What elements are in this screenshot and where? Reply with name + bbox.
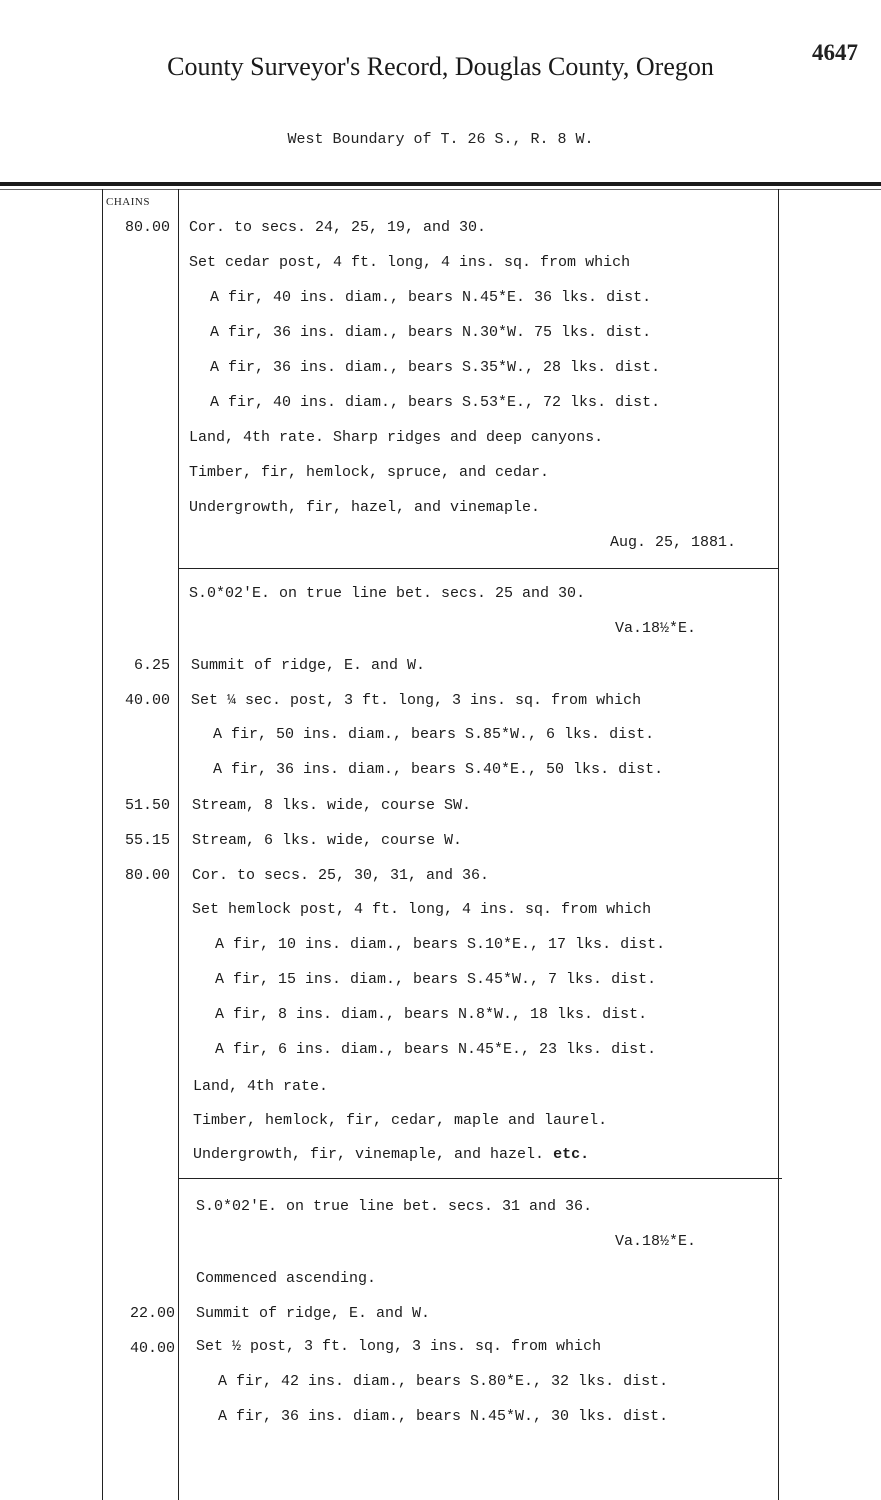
entry-text: A fir, 42 ins. diam., bears S.80*E., 32 lks. dist. [218, 1373, 669, 1390]
entry-text: A fir, 50 ins. diam., bears S.85*W., 6 lks. dist. [213, 726, 655, 743]
entry-text: Set ¼ sec. post, 3 ft. long, 3 ins. sq. from which [191, 692, 642, 709]
entry-text: Set ½ post, 3 ft. long, 3 ins. sq. from which [196, 1338, 602, 1355]
entry-text: Undergrowth, fir, hazel, and vinemaple. [189, 499, 541, 516]
entry-text: A fir, 6 ins. diam., bears N.45*E., 23 lks. dist. [215, 1041, 657, 1058]
entry-text: A fir, 8 ins. diam., bears N.8*W., 18 lks. dist. [215, 1006, 648, 1023]
chain-value: 80.00 [124, 867, 170, 884]
entry-text: A fir, 40 ins. diam., bears N.45*E. 36 lks. dist. [210, 289, 652, 306]
entry-text: Land, 4th rate. [193, 1078, 329, 1095]
entry-text: Cor. to secs. 24, 25, 19, and 30. [189, 219, 487, 236]
entry-text: A fir, 10 ins. diam., bears S.10*E., 17 lks. dist. [215, 936, 666, 953]
entry-text: Stream, 6 lks. wide, course W. [192, 832, 463, 849]
chains-column-header: CHAINS [106, 196, 150, 208]
entry-date: Aug. 25, 1881. [609, 534, 736, 551]
entry-text: Summit of ridge, E. and W. [191, 657, 426, 674]
entry-etc: etc. [553, 1146, 590, 1163]
top-rule [0, 182, 881, 186]
page-title: County Surveyor's Record, Douglas County, Oregon [167, 52, 714, 81]
entry-text-last [193, 1146, 589, 1163]
entry-text: A fir, 36 ins. diam., bears S.40*E., 50 lks. dist. [213, 761, 664, 778]
course-line: S.0*02'E. on true line bet. secs. 31 and 36. [196, 1198, 593, 1215]
entry-text: Land, 4th rate. Sharp ridges and deep canyons. [189, 429, 604, 446]
chain-value: 55.15 [124, 832, 170, 849]
section-divider-1 [178, 568, 778, 569]
top-rule-thin [0, 189, 881, 190]
chain-value: 80.00 [124, 219, 170, 236]
page-subtitle: West Boundary of T. 26 S., R. 8 W. [287, 131, 594, 148]
variation: Va.18½*E. [614, 1233, 696, 1250]
chain-value: 40.00 [129, 1340, 175, 1357]
entry-text: A fir, 36 ins. diam., bears N.30*W. 75 lks. dist. [210, 324, 652, 341]
page-number: 4647 [812, 40, 858, 65]
entry-text: A fir, 40 ins. diam., bears S.53*E., 72 lks. dist. [210, 394, 661, 411]
chains-column-divider [178, 189, 179, 1500]
variation: Va.18½*E. [614, 620, 696, 637]
entry-text: Timber, hemlock, fir, cedar, maple and laurel. [193, 1112, 608, 1129]
entry-text: A fir, 15 ins. diam., bears S.45*W., 7 lks. dist. [215, 971, 657, 988]
entry-text: Timber, fir, hemlock, spruce, and cedar. [189, 464, 550, 481]
entry-text: Set hemlock post, 4 ft. long, 4 ins. sq. from which [192, 901, 652, 918]
entry-text: A fir, 36 ins. diam., bears S.35*W., 28 lks. dist. [210, 359, 661, 376]
course-line: S.0*02'E. on true line bet. secs. 25 and 30. [189, 585, 586, 602]
chain-value: 40.00 [124, 692, 170, 709]
chain-value: 22.00 [129, 1305, 175, 1322]
entry-text: A fir, 36 ins. diam., bears N.45*W., 30 lks. dist. [218, 1408, 669, 1425]
entry-text: Undergrowth, fir, vinemaple, and hazel. [193, 1146, 545, 1163]
right-border-line [778, 189, 779, 1500]
entry-text: Set cedar post, 4 ft. long, 4 ins. sq. from which [189, 254, 631, 271]
chain-value: 51.50 [124, 797, 170, 814]
section-divider-2 [178, 1178, 782, 1179]
entry-text: Stream, 8 lks. wide, course SW. [192, 797, 472, 814]
entry-text: Summit of ridge, E. and W. [196, 1305, 431, 1322]
left-margin-line [102, 189, 103, 1500]
entry-text: Commenced ascending. [196, 1270, 377, 1287]
chain-value: 6.25 [133, 657, 170, 674]
entry-text: Cor. to secs. 25, 30, 31, and 36. [192, 867, 490, 884]
